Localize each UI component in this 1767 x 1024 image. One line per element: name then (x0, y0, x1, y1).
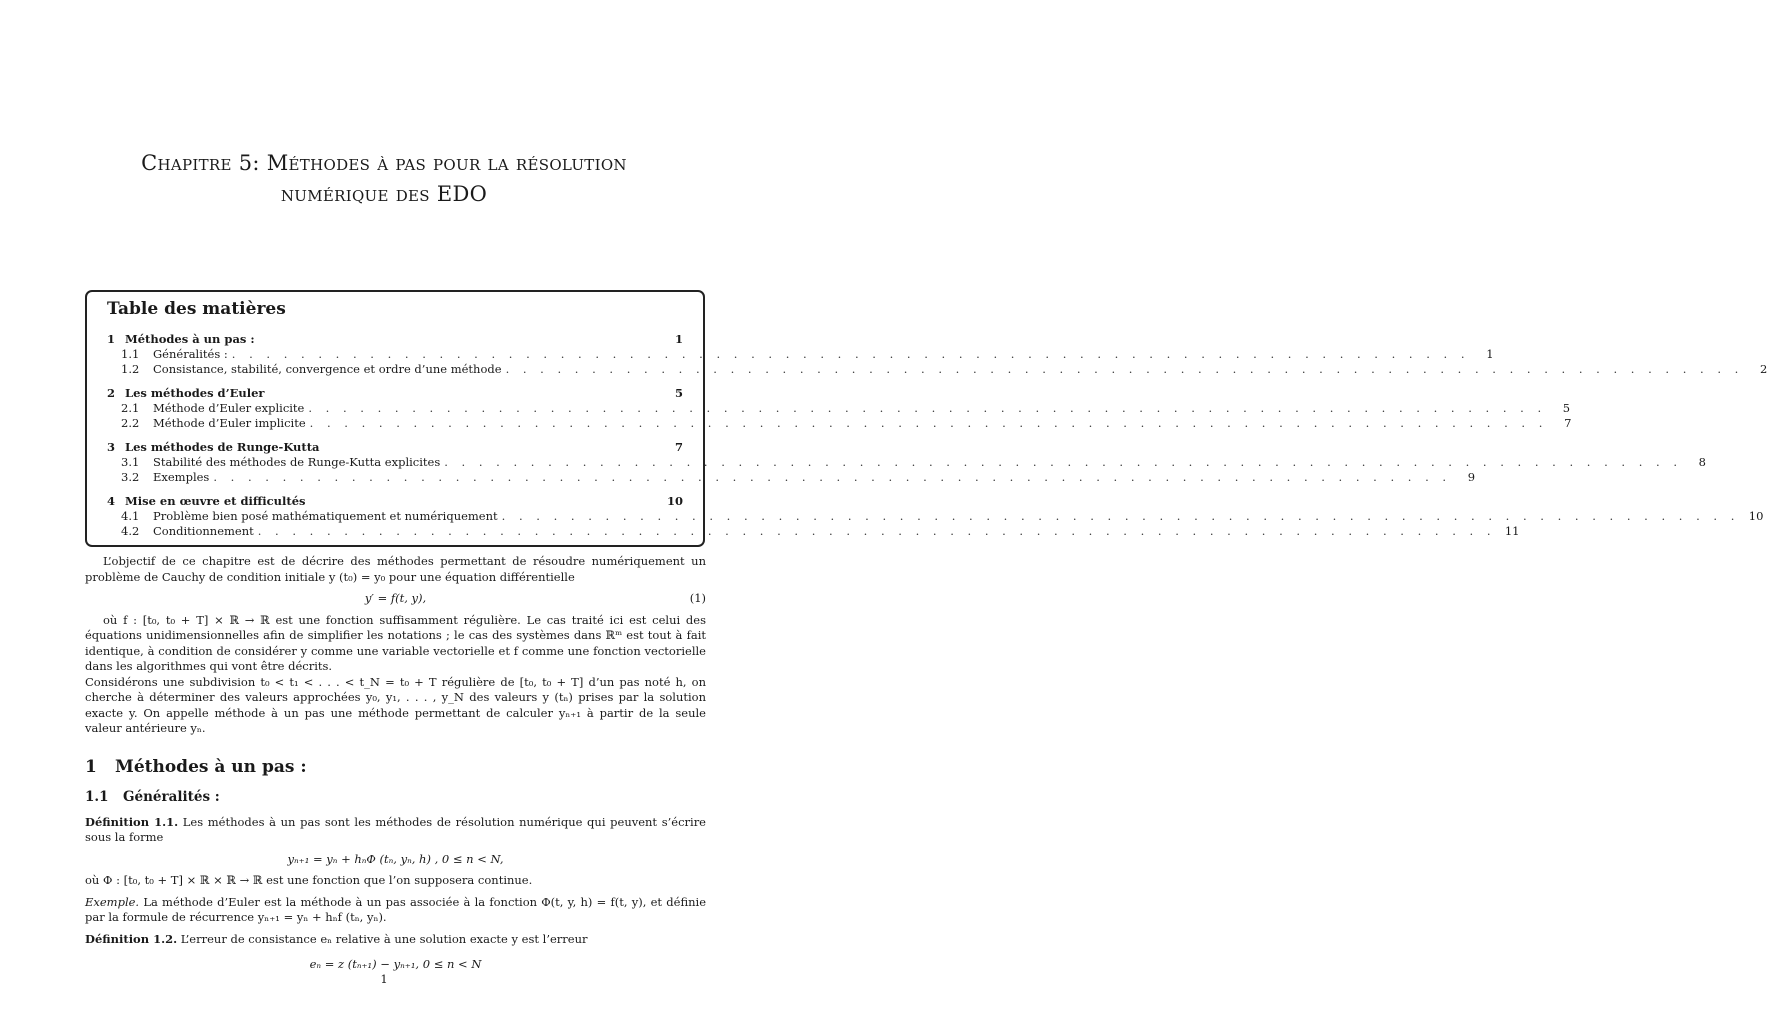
subsection-1-1-heading (85, 788, 706, 806)
toc-leader-dots: . . . . . . . . . . . . . . . . . . . . . . . . . . . . . . . . . . . . . . . . . . . . . . . . . . . . . . . . . . . . . . . . . . . . . . . . (309, 416, 1548, 430)
intro-paragraph-2: où f : [t₀, t₀ + T] × ℝ → ℝ est une fonction suffisamment régulière. Le cas traité ici est celui des équations unidimensionnelles afin de simplifier les notations ; le cas des systèmes dans ℝᵐ est tout à fait identique, à condition de considérer y comme une variable vectorielle et f comme une fonction vectorielle dans les algorithmes qui vont être décrits. (85, 612, 706, 673)
definition-text: Les méthodes à un pas sont les méthodes de résolution numérique qui peuvent s’écrire sous la forme (85, 814, 706, 844)
toc-subsection-title: Méthode d’Euler explicite (153, 401, 305, 415)
toc-subsection-entry[interactable] (107, 455, 1706, 470)
toc-section-group (107, 494, 1764, 539)
toc-subsection-title: Conditionnement (153, 524, 254, 538)
toc-subsection-entry[interactable] (107, 470, 1476, 485)
subsection-title: Généralités : (123, 788, 220, 805)
toc-subsection-title: Méthode d’Euler implicite (153, 416, 306, 430)
definition-1-1-equation: yₙ₊₁ = yₙ + hₙΦ (tₙ, yₙ, h) , 0 ≤ n < N, (287, 851, 504, 866)
toc-page-number: 10 (666, 494, 683, 508)
toc-subsection-number: 3.1 (121, 455, 140, 469)
toc-page-number: 8 (1698, 455, 1706, 469)
toc-section-title: Mise en œuvre et difficultés (125, 494, 306, 508)
toc-section-group (107, 386, 1572, 431)
definition-label: Définition 1.1. (85, 814, 179, 829)
toc-leader-dots: . . . . . . . . . . . . . . . . . . . . . . . . . . . . . . . . . . . . . . . . . . . . . . . . . . . . . . . . . . . . . . . . . . . . . . . . (231, 347, 1470, 361)
equation-1-number: (1) (689, 591, 706, 605)
toc-section-entry[interactable] (107, 332, 683, 347)
toc-subsection-number: 1.2 (121, 362, 140, 376)
toc-subsection-number: 3.2 (121, 470, 140, 484)
toc-page-number: 7 (674, 440, 683, 454)
toc-page-number: 2 (1759, 362, 1767, 376)
toc-page-number: 7 (1564, 416, 1572, 430)
definition-text: L’erreur de consistance eₙ relative à une solution exacte y est l’erreur (180, 931, 588, 946)
toc-subsection-number: 4.2 (121, 524, 140, 538)
example-paragraph (85, 895, 706, 926)
toc-page-number: 5 (674, 386, 683, 400)
toc-section-entry[interactable] (107, 440, 683, 455)
definition-1-1 (85, 815, 706, 846)
toc-section-title: Les méthodes d’Euler (125, 386, 265, 400)
toc-subsection-number: 2.1 (121, 401, 140, 415)
toc-page-number: 9 (1467, 470, 1476, 484)
toc-subsection-title: Généralités : (153, 347, 228, 361)
example-label: Exemple. (85, 894, 140, 909)
subsection-number: 1.1 (85, 788, 109, 805)
intro-paragraph: L’objectif de ce chapitre est de décrire des méthodes permettant de résoudre numériquement un problème de Cauchy de condition initiale y (t₀) = y₀ pour une équation différentielle (85, 554, 706, 584)
toc-subsection-entry[interactable] (107, 524, 1520, 539)
equation-1-formula: y′ = f(t, y), (364, 591, 427, 605)
toc-leader-dots: . . . . . . . . . . . . . . . . . . . . . . . . . . . . . . . . . . . . . . . . . . . . . . . . . . . . . . . . . . . . . . . . . . . . . . . . (308, 401, 1547, 415)
toc-page-number: 1 (1486, 347, 1494, 361)
toc-leader-dots: . . . . . . . . . . . . . . . . . . . . . . . . . . . . . . . . . . . . . . . . . . . . . . . . . . . . . . . . . . . . . . . . . . . . . . . . (257, 524, 1496, 538)
toc-page-number: 1 (674, 332, 683, 346)
document-body (85, 554, 706, 979)
section-number: 1 (85, 756, 97, 777)
toc-page-number: 10 (1748, 509, 1764, 523)
chapter-title-line-1: Chapitre 5: Méthodes à pas pour la résolution (141, 151, 627, 175)
section-1-heading (85, 756, 706, 778)
chapter-title-line-2: numérique des EDO (280, 182, 488, 206)
toc-subsection-entry[interactable] (107, 401, 1571, 416)
toc-leader-dots: . . . . . . . . . . . . . . . . . . . . . . . . . . . . . . . . . . . . . . . . . . . . . . . . . . . . . . . . . . . . . . . . . . . . . . . . (501, 509, 1740, 523)
toc-heading: Table des matières (107, 299, 286, 319)
toc-subsection-title: Consistance, stabilité, convergence et ordre d’une méthode (153, 362, 502, 376)
intro-paragraph-3: Considérons une subdivision t₀ < t₁ < . . . < t_N = t₀ + T régulière de [t₀, t₀ + T] d’un pas noté h, on cherche à déterminer des valeurs approchées y₀, y₁, . . . , y_N des valeurs y (tₙ) prises par la solution exacte y. On appelle méthode à un pas une méthode permettant de calculer yₙ₊₁ à partir de la seule valeur antérieure yₙ. (85, 674, 706, 735)
toc-subsection-title: Problème bien posé mathématiquement et numériquement (153, 509, 498, 523)
toc-section-group (107, 440, 1706, 485)
toc-section-number: 1 (107, 332, 116, 346)
equation-1 (85, 591, 706, 607)
definition-1-2 (85, 932, 706, 948)
toc-page-number: 11 (1504, 524, 1520, 538)
toc-subsection-number: 1.1 (121, 347, 140, 361)
table-of-contents (85, 290, 1767, 547)
definition-1-2-equation: eₙ = z (tₙ₊₁) − yₙ₊₁, 0 ≤ n < N (309, 957, 482, 971)
toc-section-number: 3 (107, 440, 116, 454)
toc-section-title: Méthodes à un pas : (125, 332, 255, 346)
toc-section-group (107, 332, 1767, 377)
toc-section-number: 2 (107, 386, 116, 400)
toc-subsection-entry[interactable] (107, 509, 1764, 524)
toc-leader-dots: . . . . . . . . . . . . . . . . . . . . . . . . . . . . . . . . . . . . . . . . . . . . . . . . . . . . . . . . . . . . . . . . . . . . . . . . (213, 470, 1452, 484)
section-title: Méthodes à un pas : (115, 756, 307, 777)
toc-leader-dots: . . . . . . . . . . . . . . . . . . . . . . . . . . . . . . . . . . . . . . . . . . . . . . . . . . . . . . . . . . . . . . . . . . . . . . . . (505, 362, 1744, 376)
toc-subsection-entry[interactable] (107, 362, 1767, 377)
definition-label: Définition 1.2. (85, 931, 178, 946)
toc-subsection-title: Stabilité des méthodes de Runge-Kutta explicites (153, 455, 441, 469)
toc-subsection-entry[interactable] (107, 347, 1494, 362)
toc-leader-dots: . . . . . . . . . . . . . . . . . . . . . . . . . . . . . . . . . . . . . . . . . . . . . . . . . . . . . . . . . . . . . . . . . . . . . . . . (444, 455, 1682, 469)
example-text: La méthode d’Euler est la méthode à un pas associée à la fonction Φ(t, y, h) = f(t, y), et définie par la formule de récurrence yₙ₊₁ = yₙ + hₙf (tₙ, yₙ). (85, 894, 707, 924)
chapter-title (60, 148, 708, 210)
toc-subsection-entry[interactable] (107, 416, 1572, 431)
definition-1-1-after: où Φ : [t₀, t₀ + T] × ℝ × ℝ → ℝ est une fonction que l’on supposera continue. (85, 873, 533, 887)
toc-section-entry[interactable] (107, 386, 683, 401)
toc-subsection-number: 4.1 (121, 509, 140, 523)
page-number: 1 (380, 972, 388, 986)
toc-section-number: 4 (107, 494, 116, 508)
toc-section-title: Les méthodes de Runge-Kutta (125, 440, 320, 454)
toc-section-entry[interactable] (107, 494, 683, 509)
toc-subsection-number: 2.2 (121, 416, 140, 430)
toc-page-number: 5 (1562, 401, 1571, 415)
toc-subsection-title: Exemples (153, 470, 210, 484)
